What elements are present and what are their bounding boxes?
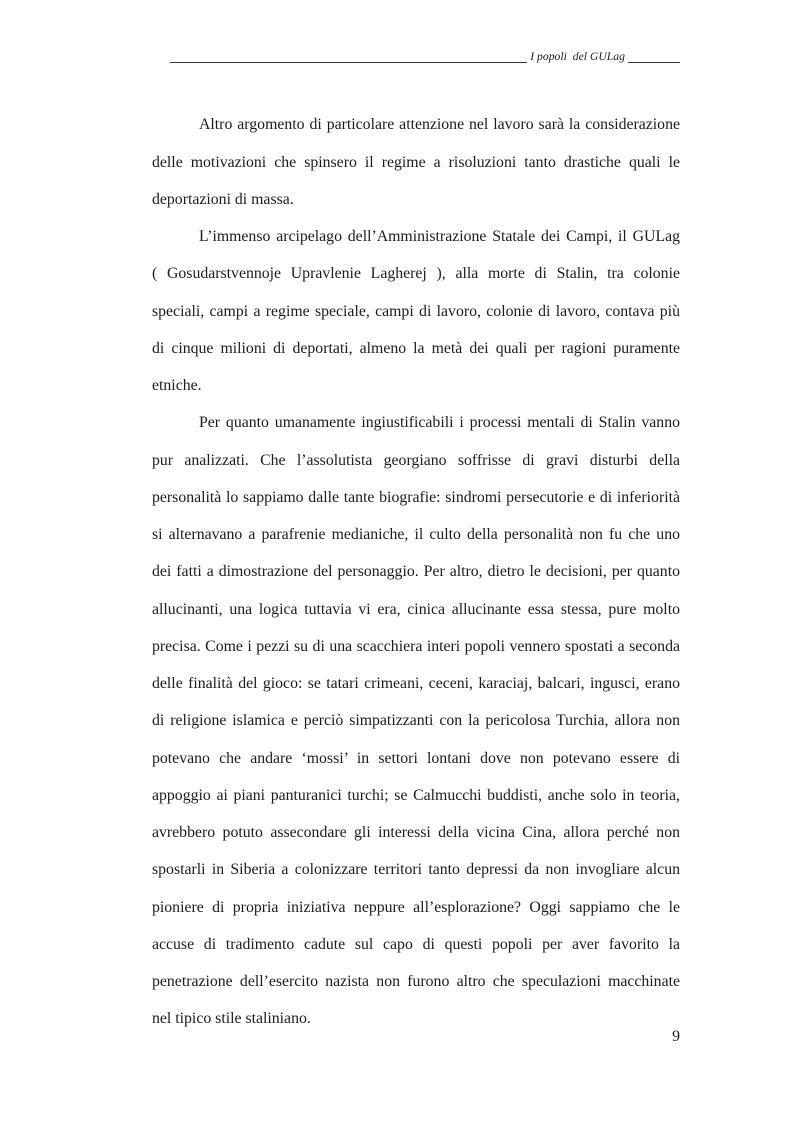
text-line: ( Gosudarstvennoje Upravlenie Lagherej ), alla morte di Stalin, tra colonie [152, 265, 680, 283]
running-title: I popoli del GULag [530, 50, 625, 63]
text-line: speciali, campi a regime speciale, campi di lavoro, colonie di lavoro, contava più [152, 302, 680, 320]
text-line: di religione islamica e perciò simpatizzanti con la pericolosa Turchia, allora non [152, 712, 680, 730]
text-line: accuse di tradimento cadute sul capo di questi popoli per aver favorito la [152, 935, 680, 953]
text-line: etniche. [152, 377, 202, 395]
body-text [152, 106, 680, 1037]
text-line: Altro argomento di particolare attenzione nel lavoro sarà la considerazione [199, 116, 680, 134]
text-line: potevano che andare ‘mossi’ in settori lontani dove non potevano essere di [152, 749, 680, 767]
text-line: allucinanti, una logica tuttavia vi era, cinica allucinante essa stessa, pure molto [152, 600, 680, 618]
text-line: pur analizzati. Che l’assolutista georgiano soffrisse di gravi disturbi della [152, 451, 680, 469]
text-line: si alternavano a parafrenie medianiche, il culto della personalità non fu che uno [152, 526, 680, 544]
text-line: spostarli in Siberia a colonizzare territori tanto depressi da non invogliare alcun [152, 861, 680, 879]
text-line: delle motivazioni che spinsero il regime a risoluzioni tanto drastiche quali le [152, 153, 680, 171]
running-header [170, 50, 680, 64]
text-line: precisa. Come i pezzi su di una scacchiera interi popoli vennero spostati a seconda [152, 637, 680, 655]
text-line: pioniere di propria iniziativa neppure all’esplorazione? Oggi sappiamo che le [152, 898, 680, 916]
paragraph-3 [152, 404, 680, 1037]
text-line: deportazioni di massa. [152, 190, 294, 208]
text-line: L’immenso arcipelago dell’Amministrazione Statale dei Campi, il GULag [199, 228, 680, 246]
text-line: di cinque milioni di deportati, almeno la metà dei quali per ragioni puramente [152, 339, 680, 357]
text-line: nel tipico stile staliniano. [152, 1010, 311, 1028]
text-line: dei fatti a dimostrazione del personaggio. Per altro, dietro le decisioni, per quanto [152, 563, 680, 581]
paragraph-1 [152, 106, 680, 218]
text-line: delle finalità del gioco: se tatari crimeani, ceceni, karaciaj, balcari, ingusci, erano [152, 675, 680, 693]
header-rule-left [170, 62, 527, 63]
text-line: personalità lo sappiamo dalle tante biografie: sindromi persecutorie e di inferiorità [152, 488, 680, 506]
paragraph-2 [152, 218, 680, 404]
text-line: appoggio ai piani panturanici turchi; se Calmucchi buddisti, anche solo in teoria, [152, 786, 680, 804]
text-line: avrebbero potuto assecondare gli interessi della vicina Cina, allora perché non [152, 824, 680, 842]
page-number: 9 [672, 1028, 680, 1045]
header-rule-right [628, 62, 680, 63]
text-line: Per quanto umanamente ingiustificabili i processi mentali di Stalin vanno [199, 414, 680, 432]
text-line: penetrazione dell’esercito nazista non furono altro che speculazioni macchinate [152, 973, 680, 991]
